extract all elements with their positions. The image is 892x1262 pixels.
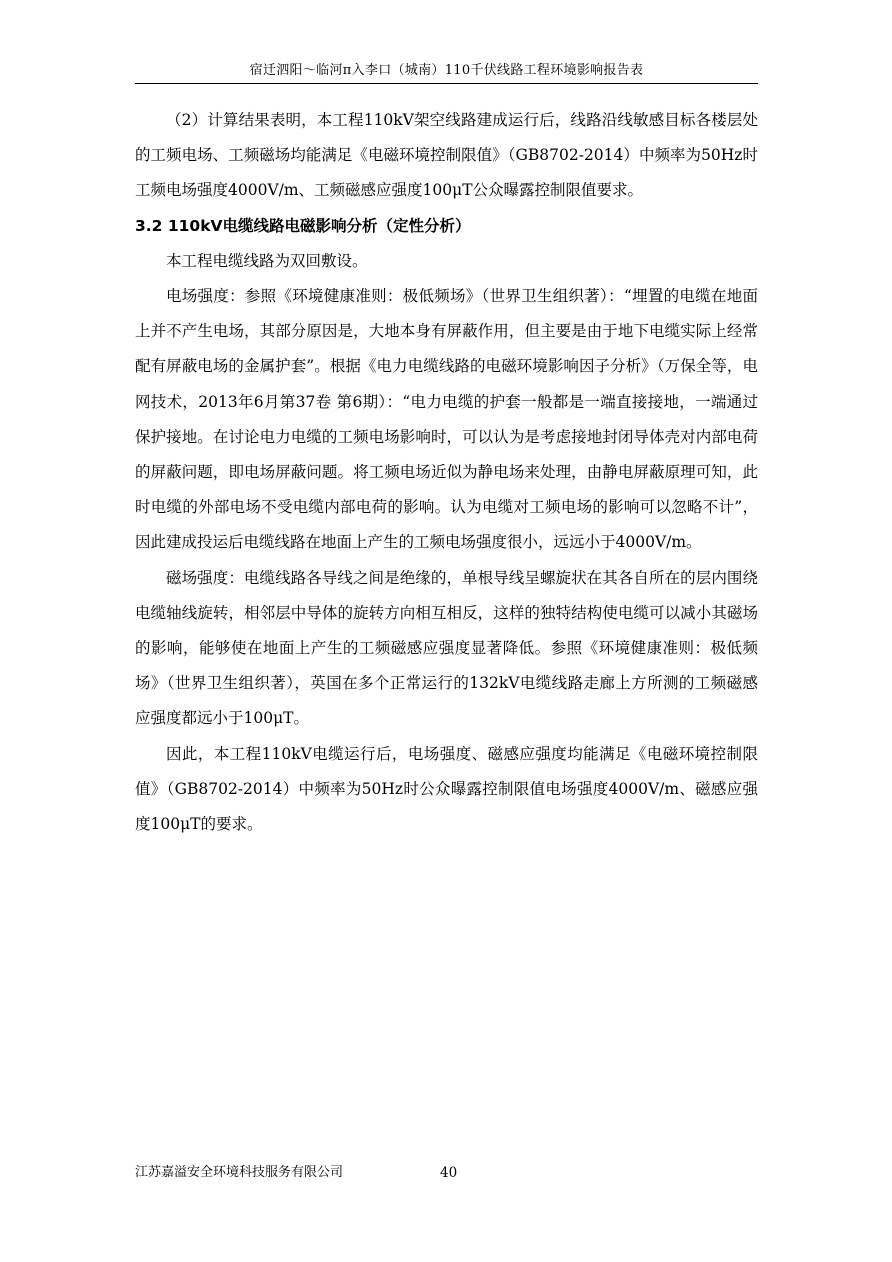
header-divider [135,83,758,84]
section-heading: 3.2 110kV电缆线路电磁影响分析（定性分析） [135,216,471,235]
paragraph-electric-field: 电场强度：参照《环境健康准则：极低频场》（世界卫生组织著）：“埋置的电缆在地面上并不产生电场，其部分原因是，大地本身有屏蔽作用，但主要是由于地下电缆实际上经常配有屏蔽电场的金属护套”。根据《电力电缆线路的电磁环境影响因子分析》（万保全等，电网技术，2013年6月第37卷 第6期）：“电力电缆的护套一般都是一端直接接地，一端通过保护接地。在讨论电力电缆的工频电场影响时，可以认为是考虑接地封闭导体壳对内部电荷的屏蔽问题，即电场屏蔽问题。将工频电场近似为静电场来处理，由静电屏蔽原理可知，此时电缆的外部电场不受电缆内部电荷的影响。认为电缆对工频电场的影响可以忽略不计”，因此建成投运后电缆线路在地面上产生的工频电场强度很小，远远小于4000V/m。 [135,287,758,552]
document-body [135,103,758,842]
paragraph-cable-laying: 本工程电缆线路为双回敷设。 [166,251,368,270]
paragraph-calculation-result: （2）计算结果表明，本工程110kV架空线路建成运行后，线路沿线敏感目标各楼层处的工频电场、工频磁场均能满足《电磁环境控制限值》（GB8702-2014）中频率为50Hz时工频电场强度4000V/m、工频磁感应强度100μT公众曝露控制限值要求。 [135,111,758,200]
page-number: 40 [440,1165,458,1181]
footer-company-name: 江苏嘉溢安全环境科技服务有限公司 [135,1165,344,1180]
paragraph-magnetic-field: 磁场强度：电缆线路各导线之间是绝缘的，单根导线呈螺旋状在其各自所在的层内围绕电缆轴线旋转，相邻层中导体的旋转方向相互相反，这样的独特结构使电缆可以减小其磁场的影响，能够使在地面上产生的工频磁感应强度显著降低。参照《环境健康准则：极低频场》（世界卫生组织著），英国在多个正常运行的132kV电缆线路走廊上方所测的工频磁感应强度都远小于100μT。 [135,568,758,728]
paragraph-conclusion: 因此，本工程110kV电缆运行后，电场强度、磁感应强度均能满足《电磁环境控制限值》（GB8702-2014）中频率为50Hz时公众曝露控制限值电场强度4000V/m、磁感应强度100μT的要求。 [135,744,758,834]
page-header-title: 宿迁泗阳～临河π入李口（城南）110千伏线路工程环境影响报告表 [249,63,644,78]
